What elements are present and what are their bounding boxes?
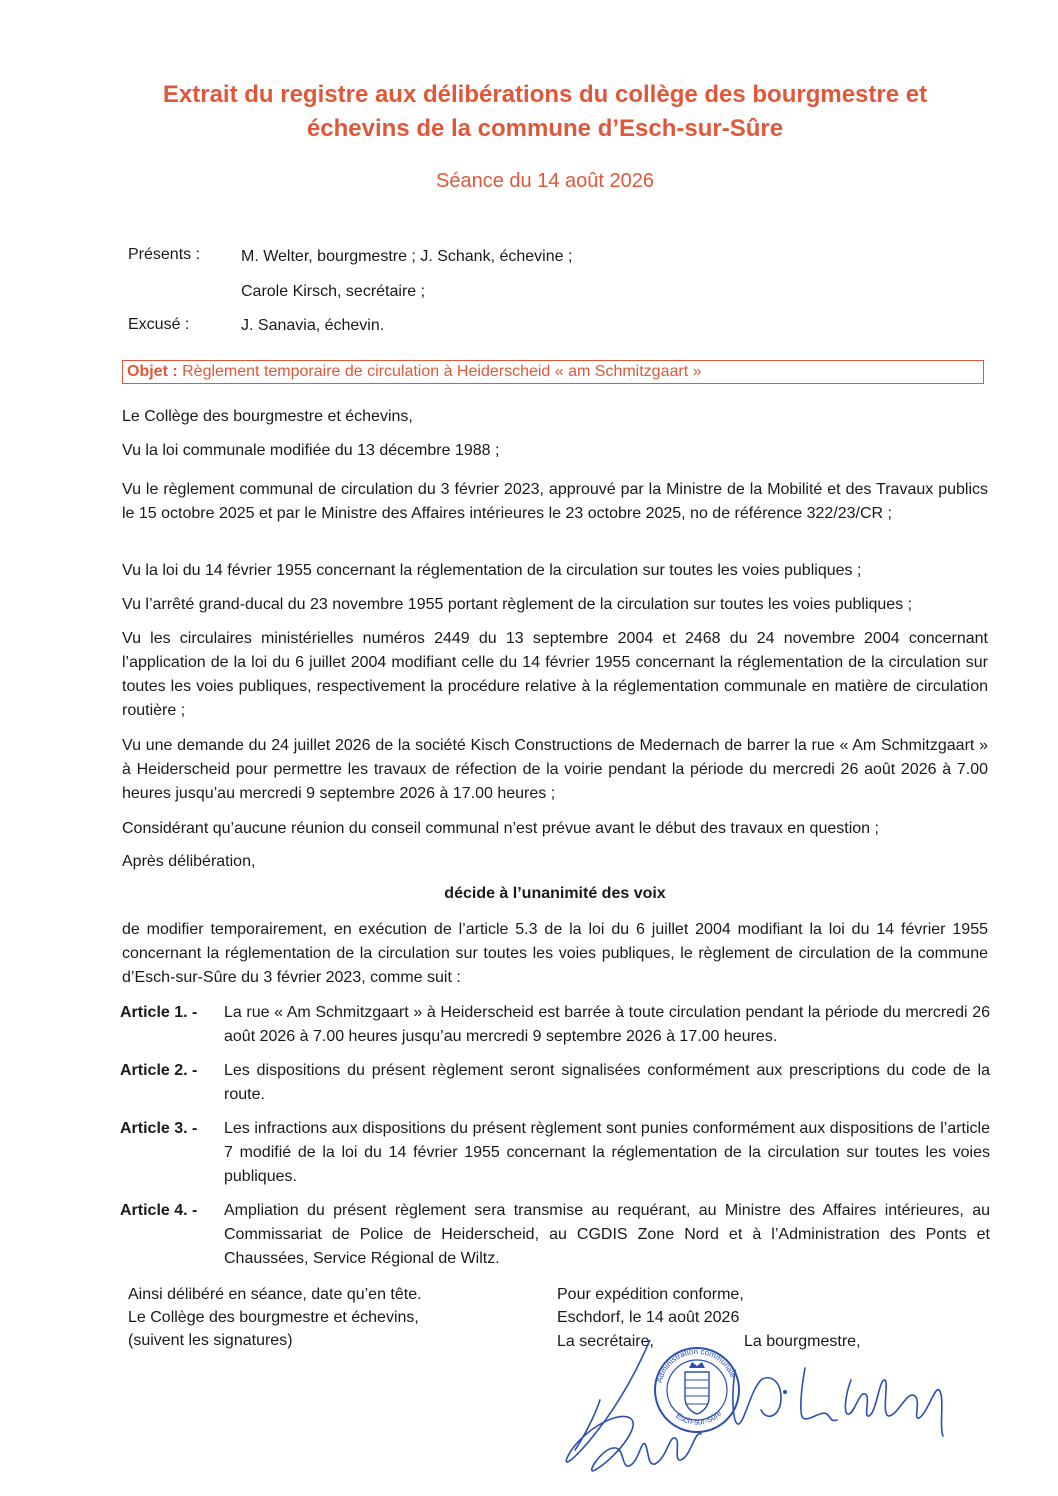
article-1-label: Article 1. - — [120, 1004, 198, 1021]
article-4-label: Article 4. - — [120, 1202, 198, 1219]
paragraph-reglement-communal: Vu le règlement communal de circulation du 3 février 2023, approuvé par la Ministre de la Mobilité et des Travaux publics le 15 octobre 2025 et par le Ministre des Affaires intérieures le 23 octobre 2025, no de référence 322/23/CR ; — [122, 481, 988, 522]
article-2-text: Les dispositions du présent règlement seront signalisées conformément aux prescriptions du code de la route. — [224, 1062, 990, 1103]
subject-text: Règlement temporaire de circulation à Heiderscheid « am Schmitzgaart » — [182, 363, 702, 380]
article-1-text: La rue « Am Schmitzgaart » à Heiderscheid est barrée à toute circulation pendant la période du mercredi 26 août 2026 à 7.00 heures jusqu’au mercredi 9 septembre 2026 à 17.00 heures. — [224, 1004, 990, 1045]
footer-right-line-2: Eschdorf, le 14 août 2026 — [557, 1309, 740, 1326]
svg-text:Esch-sur-Sûre: Esch-sur-Sûre — [674, 1408, 724, 1427]
subject-box — [122, 360, 984, 384]
decision-heading: décide à l’unanimité des voix — [444, 885, 666, 902]
mayor-label: La bourgmestre, — [744, 1333, 861, 1350]
excused-label: Excusé : — [128, 316, 190, 333]
paragraph-demande: Vu une demande du 24 juillet 2026 de la société Kisch Constructions de Medernach de barrer la rue « Am Schmitzgaart » à Heiderscheid pour permettre les travaux de réfection de la voirie pendant la période du mercredi 26 août 2026 à 7.00 heures jusqu’au mercredi 9 septembre 2026 à 17.00 heures ; — [122, 737, 988, 802]
footer-left-line-1: Ainsi délibéré en séance, date qu’en tête. — [128, 1286, 422, 1303]
present-line-2: Carole Kirsch, secrétaire ; — [241, 283, 426, 300]
article-2-label: Article 2. - — [120, 1062, 198, 1079]
signatures-and-seal — [555, 1340, 975, 1490]
commune-seal — [655, 1347, 739, 1432]
paragraph-arrete: Vu l’arrêté grand-ducal du 23 novembre 1955 portant règlement de la circulation sur toutes les voies publiques ; — [122, 596, 913, 613]
footer-right-line-1: Pour expédition conforme, — [557, 1286, 744, 1303]
article-3-text: Les infractions aux dispositions du présent règlement sont punies conformément aux dispositions de l’article 7 modifié de la loi du 14 février 1955 concernant la réglementation de la circulation sur toutes les voies publiques. — [224, 1120, 990, 1185]
subject-label: Objet : — [127, 363, 178, 380]
document-title — [120, 78, 970, 146]
svg-text:Administration communale: Administration communale — [654, 1346, 738, 1384]
paragraph-loi-1955: Vu la loi du 14 février 1955 concernant la réglementation de la circulation sur toutes les voies publiques ; — [122, 562, 862, 579]
article-3-label: Article 3. - — [120, 1120, 198, 1137]
paragraph-college: Le Collège des bourgmestre et échevins, — [122, 408, 413, 425]
present-line-1: M. Welter, bourgmestre ; J. Schank, échevine ; — [241, 248, 573, 265]
mayor-signature — [733, 1368, 943, 1436]
footer-left-line-3: (suivent les signatures) — [128, 1332, 293, 1349]
article-4-text: Ampliation du présent règlement sera transmise au requérant, au Ministre des Affaires intérieures, au Commissariat de Police de Heiderscheid, au CGDIS Zone Nord et à l’Administration des Ponts et Chaussées, Service Régional de Wiltz. — [224, 1202, 990, 1267]
footer-left — [128, 1283, 422, 1352]
title-line-1: Extrait du registre aux délibérations du collège des bourgmestre et — [162, 81, 928, 108]
footer-right — [557, 1283, 744, 1329]
paragraph-circulaires: Vu les circulaires ministérielles numéros 2449 du 13 septembre 2004 et 2468 du 24 novembre 2004 concernant l’application de la loi du 6 juillet 2004 modifiant celle du 14 février 1955 concernant la réglementation de la circulation sur toutes les voies publiques, respectivement la procédure relative à la réglementation communale en matière de circulation routière ; — [122, 630, 988, 719]
paragraph-modifier: de modifier temporairement, en exécution de l’article 5.3 de la loi du 6 juillet 2004 modifiant la loi du 14 février 1955 concernant la réglementation de la circulation sur toutes les voies publiques, le règlement de circulation de la commune d’Esch-sur-Sûre du 3 février 2023, comme suit : — [122, 921, 988, 986]
title-line-2: échevins de la commune d’Esch-sur-Sûre — [306, 115, 784, 142]
session-date: Séance du 14 août 2026 — [436, 170, 654, 192]
footer-left-line-2: Le Collège des bourgmestre et échevins, — [128, 1309, 419, 1326]
paragraph-deliberation: Après délibération, — [122, 853, 256, 870]
secretary-label: La secrétaire, — [557, 1333, 654, 1350]
present-label: Présents : — [128, 246, 201, 263]
paragraph-considerant: Considérant qu’aucune réunion du conseil communal n’est prévue avant le début des travaux en question ; — [122, 820, 879, 837]
paragraph-loi-communale: Vu la loi communale modifiée du 13 décembre 1988 ; — [122, 442, 500, 459]
excused-value: J. Sanavia, échevin. — [241, 317, 385, 334]
